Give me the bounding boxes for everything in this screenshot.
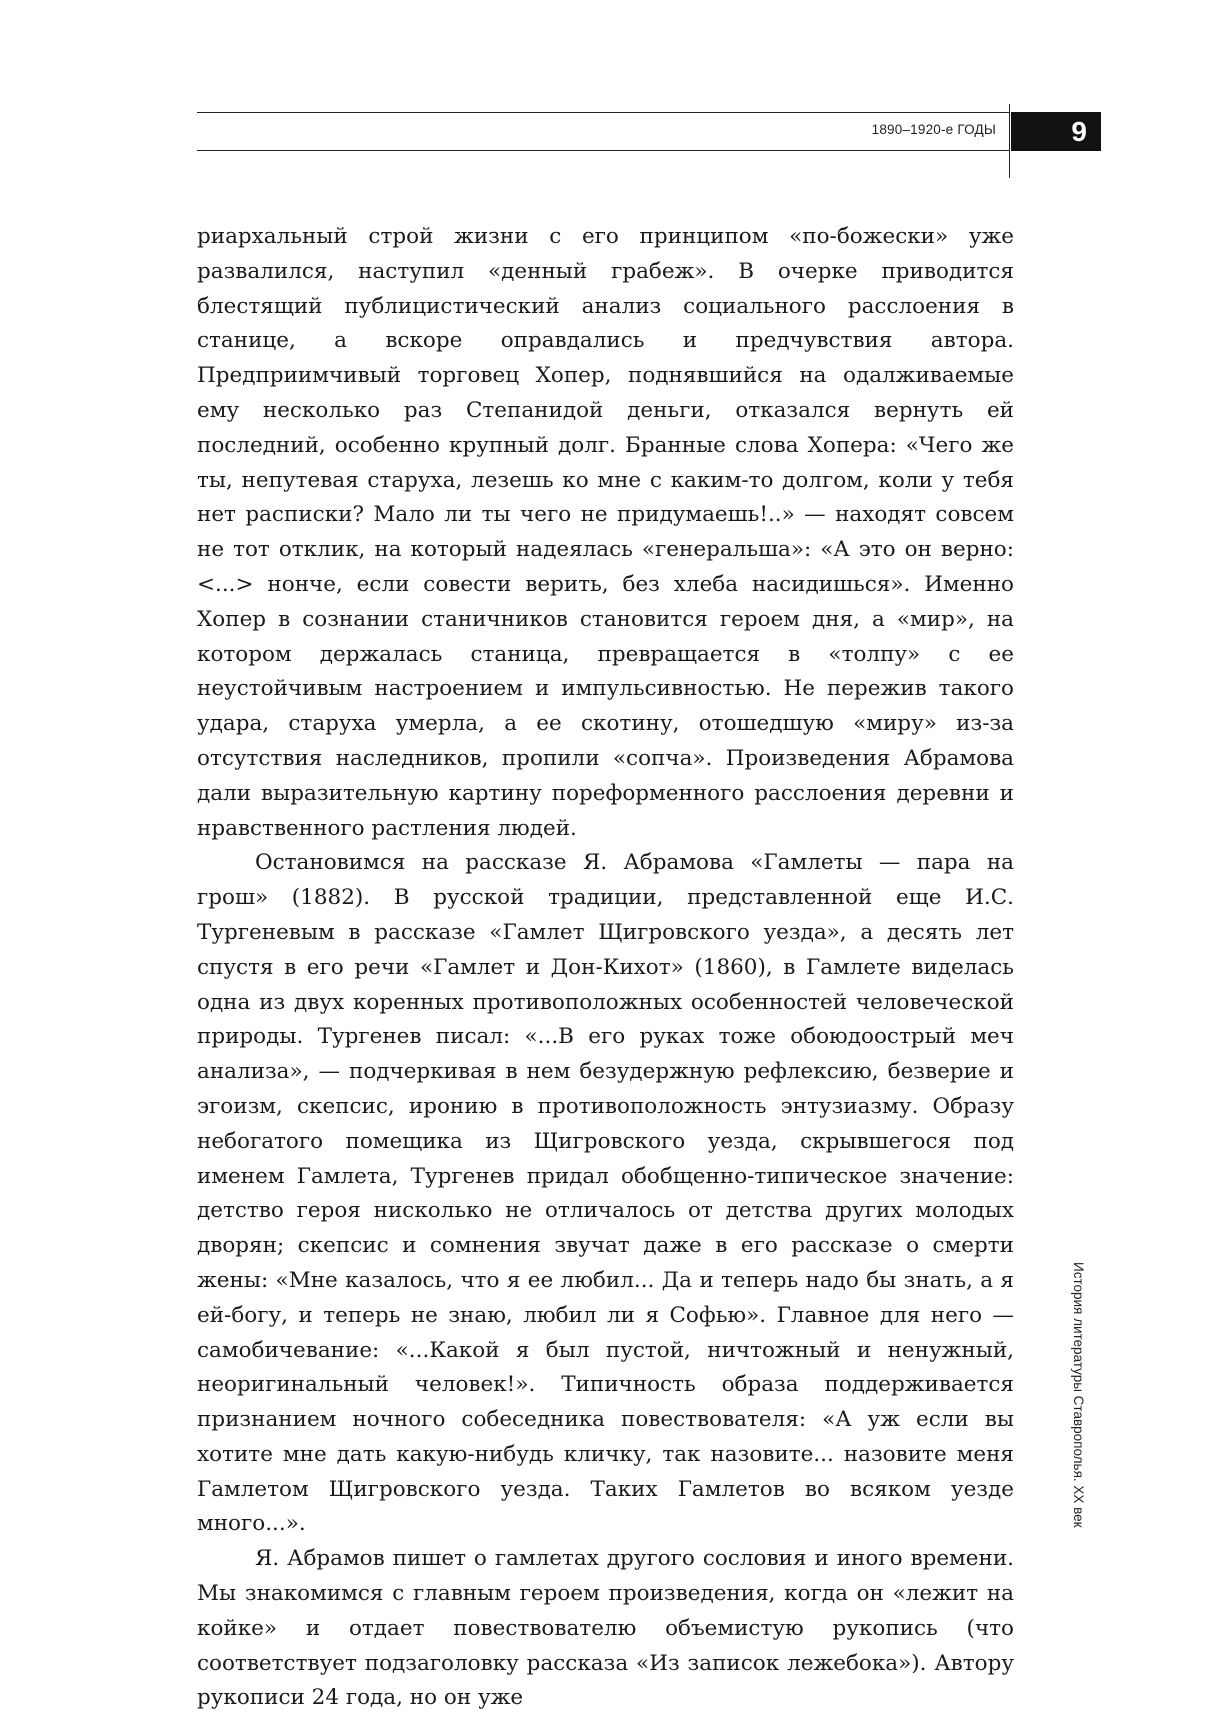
header-top-rule	[197, 112, 1009, 113]
paragraph: риархальный строй жизни с его принципом «по-божески» уже развалился, наступил «денный грабеж». В очерке приводится блестящий публицистический анализ социального расслоения в станице, а вскоре оправдались и предчувствия автора. Предприимчивый торговец Хопер, поднявшийся на одалживаемые ему несколько раз Степанидой деньги, отказался вернуть ей последний, особенно крупный долг. Бранные слова Хопера: «Чего же ты, непутевая старуха, лезешь ко мне с каким-то долгом, коли у тебя нет расписки? Мало ли ты чего не придумаешь!..» — находят совсем не тот отклик, на который надеялась «генеральша»: «А это он верно: <...> нонче, если совести верить, без хлеба насидишься». Именно Хопер в сознании станичников становится героем дня, а «мир», на котором держалась станица, превращается в «толпу» с ее неустойчивым настроением и импульсивностью. Не пережив такого удара, старуха умерла, а ее скотину, отошедшую «миру» из-за отсутствия наследников, пропили «сопча». Произведения Абрамова дали выразительную картину пореформенного расслоения деревни и нравственного растления людей.	[197, 224, 1014, 841]
paragraph: Остановимся на рассказе Я. Абрамова «Гамлеты — пара на грош» (1882). В русской традиции, представленной еще И.С. Тургеневым в рассказе «Гамлет Щигровского уезда», а десять лет спустя в его речи «Гамлет и Дон-Кихот» (1860), в Гамлете виделась одна из двух коренных противоположных особенностей человеческой природы. Тургенев писал: «...В его руках тоже обоюдоострый меч анализа», — подчеркивая в нем безудержную рефлексию, безверие и эгоизм, скепсис, иронию в противоположность энтузиазму. Образу небогатого помещика из Щигровского уезда, скрывшегося под именем Гамлета, Тургенев придал обобщенно-типическое значение: детство героя нисколько не отличалось от детства других молодых дворян; скепсис и сомнения звучат даже в его рассказе о смерти жены: «Мне казалось, что я ее любил... Да и теперь надо бы знать, а я ей-богу, и теперь не знаю, любил ли я Софью». Главное для него — самобичевание: «...Какой я был пустой, ничтожный и ненужный, неоригинальный человек!». Типичность образа поддерживается признанием ночного собеседника повествователя: «А уж если вы хотите мне дать какую-нибудь кличку, так назовите... назовите меня Гамлетом Щигровского уезда. Таких Гамлетов во всяком уезде много...».	[197, 850, 1014, 1537]
header-vertical-rule	[1009, 104, 1010, 178]
body-text	[197, 220, 1014, 1716]
side-book-title: История литературы Ставрополья. XX век	[1071, 1262, 1086, 1528]
header-bottom-rule	[197, 150, 1009, 151]
page-number: 9	[1011, 112, 1101, 151]
running-head: 1890–1920-е ГОДЫ	[871, 122, 996, 137]
paragraph: Я. Абрамов пишет о гамлетах другого сословия и иного времени. Мы знакомимся с главным героем произведения, когда он «лежит на койке» и отдает повествователю объемистую рукопись (что соответствует подзаголовку рассказа «Из записок лежебока»). Автору рукописи 24 года, но он уже	[197, 1546, 1014, 1711]
